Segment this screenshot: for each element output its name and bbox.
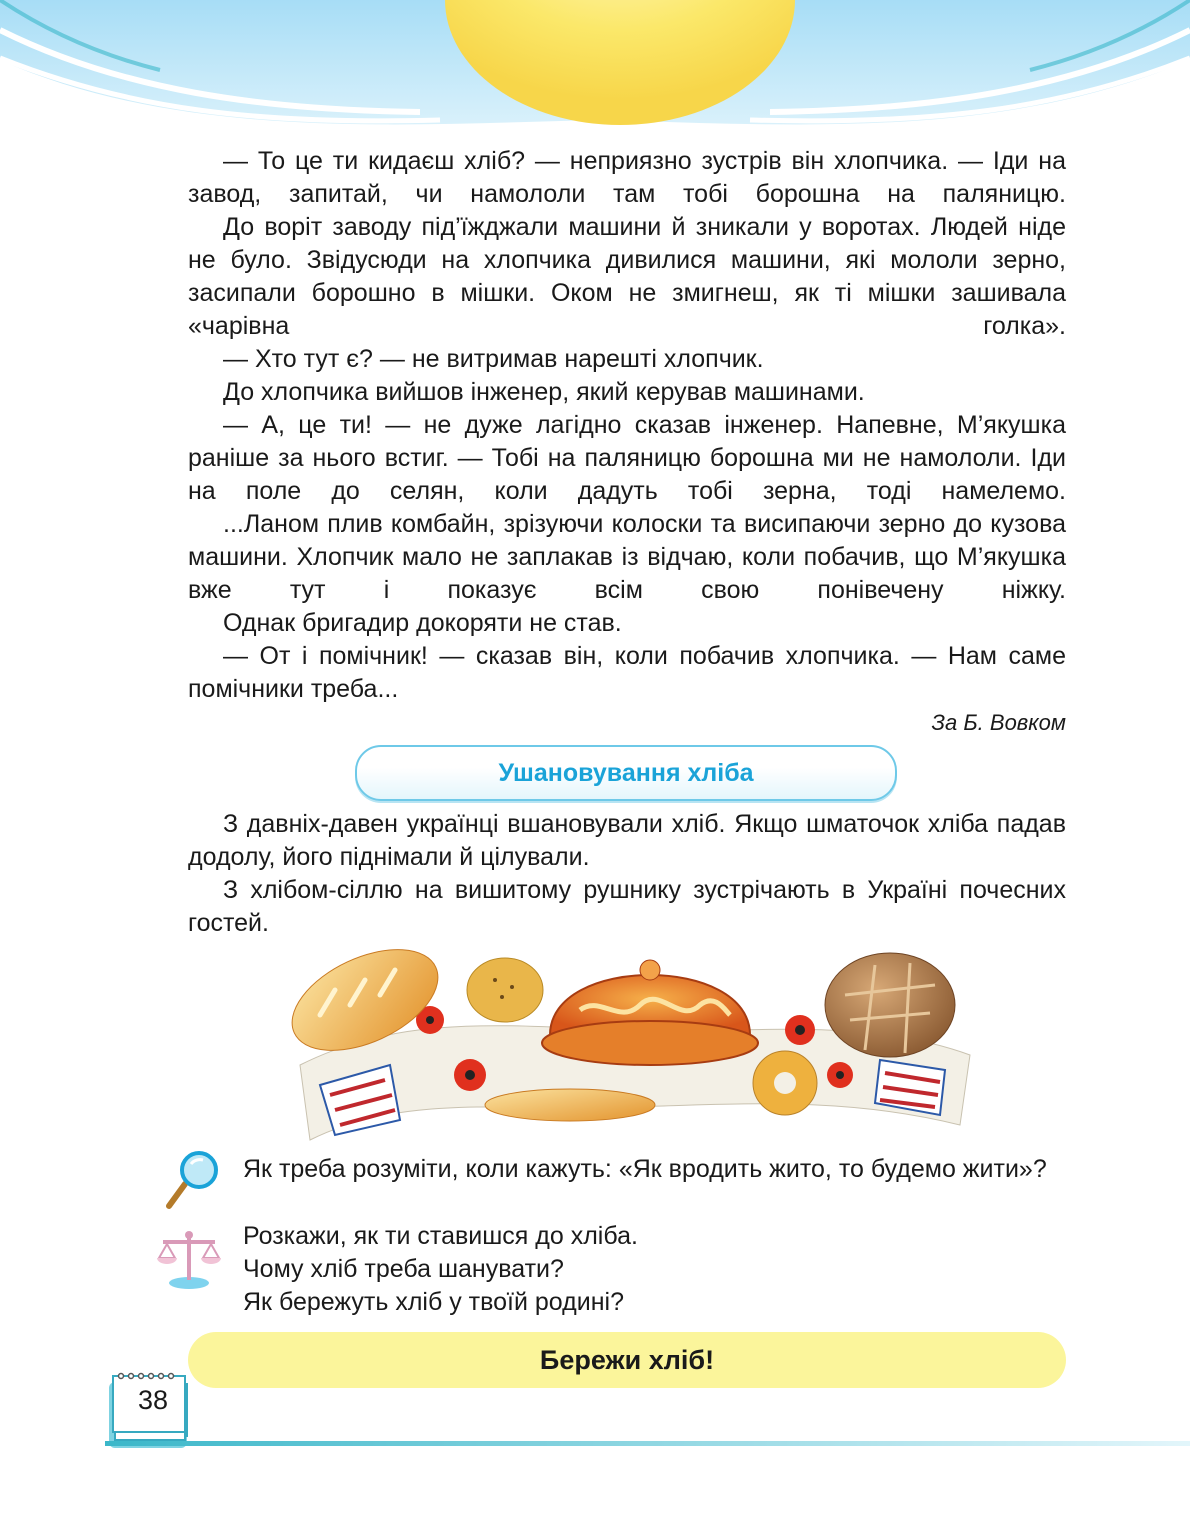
story-text	[188, 145, 1066, 706]
magnifier-icon	[163, 1148, 223, 1210]
header-sky-illustration	[0, 0, 1190, 150]
story-paragraph: Однак бригадир докоряти не став.	[223, 609, 622, 637]
story-paragraph: — Хто тут є? — не витримав нарешті хлопчик.	[223, 345, 764, 373]
section-heading-text: Ушановування хліба	[498, 758, 754, 787]
section-heading	[355, 745, 897, 801]
question-text: Чому хліб треба шанувати?	[243, 1255, 564, 1283]
motto-banner	[188, 1332, 1066, 1388]
story-paragraph: — А, це ти! — не дуже лагідно сказав інженер. Напевне, М’якушка раніше за нього встиг. — Тобі на паляницю борошна ми не намололи. Іди на поле до селян, коли дадуть тобі зерна, тоді намелемо.	[188, 411, 1066, 505]
page-number: 38	[137, 1384, 169, 1415]
story-paragraph: — То це ти кидаєш хліб? — неприязно зустрів він хлопчика. — Іди на завод, запитай, чи намололи там тобі борошна на паляницю.	[188, 147, 1066, 208]
story-paragraph: До воріт заводу під’їжджали машини й зникали у воротах. Людей ніде не було. Звідусюди на хлопчика дивилися машини, які мололи зерно, засипали борошно в мішки. Оком не змигнеш, як ті мішки зашивала «чарівна голка».	[188, 213, 1066, 340]
story-paragraph: — От і помічник! — сказав він, коли побачив хлопчика. — Нам саме помічники треба...	[188, 642, 1066, 703]
magnifier-question	[243, 1153, 1066, 1186]
question-text: Як бережуть хліб у твоїй родині?	[243, 1288, 624, 1316]
motto-text: Бережи хліб!	[539, 1344, 715, 1375]
section-paragraph: З хлібом-сіллю на вишитому рушнику зустрічають в Україні почесних гостей.	[188, 876, 1066, 937]
scales-icon	[155, 1228, 223, 1290]
author-attribution: За Б. Вовком	[931, 710, 1066, 735]
story-paragraph: ...Ланом плив комбайн, зрізуючи колоски та висипаючи зерно до кузова машини. Хлопчик мало не заплакав із відчаю, коли побачив, що М’якушка вже тут і показує всім свою понівечену ніжку.	[188, 510, 1066, 604]
section-paragraph: З давніх-давен українці вшановували хліб. Якщо шматочок хліба падав додолу, його піднімали й цілували.	[188, 810, 1066, 871]
question-text: Як треба розуміти, коли кажуть: «Як вродить жито, то будемо жити»?	[243, 1155, 1047, 1183]
footer-rule	[105, 1440, 1190, 1448]
scales-questions	[243, 1220, 1066, 1319]
question-text: Розкажи, як ти ставишся до хліба.	[243, 1222, 638, 1250]
bread-towel-illustration	[280, 935, 980, 1155]
story-paragraph: До хлопчика вийшов інженер, який керував машинами.	[223, 378, 865, 406]
section-text	[188, 808, 1066, 940]
